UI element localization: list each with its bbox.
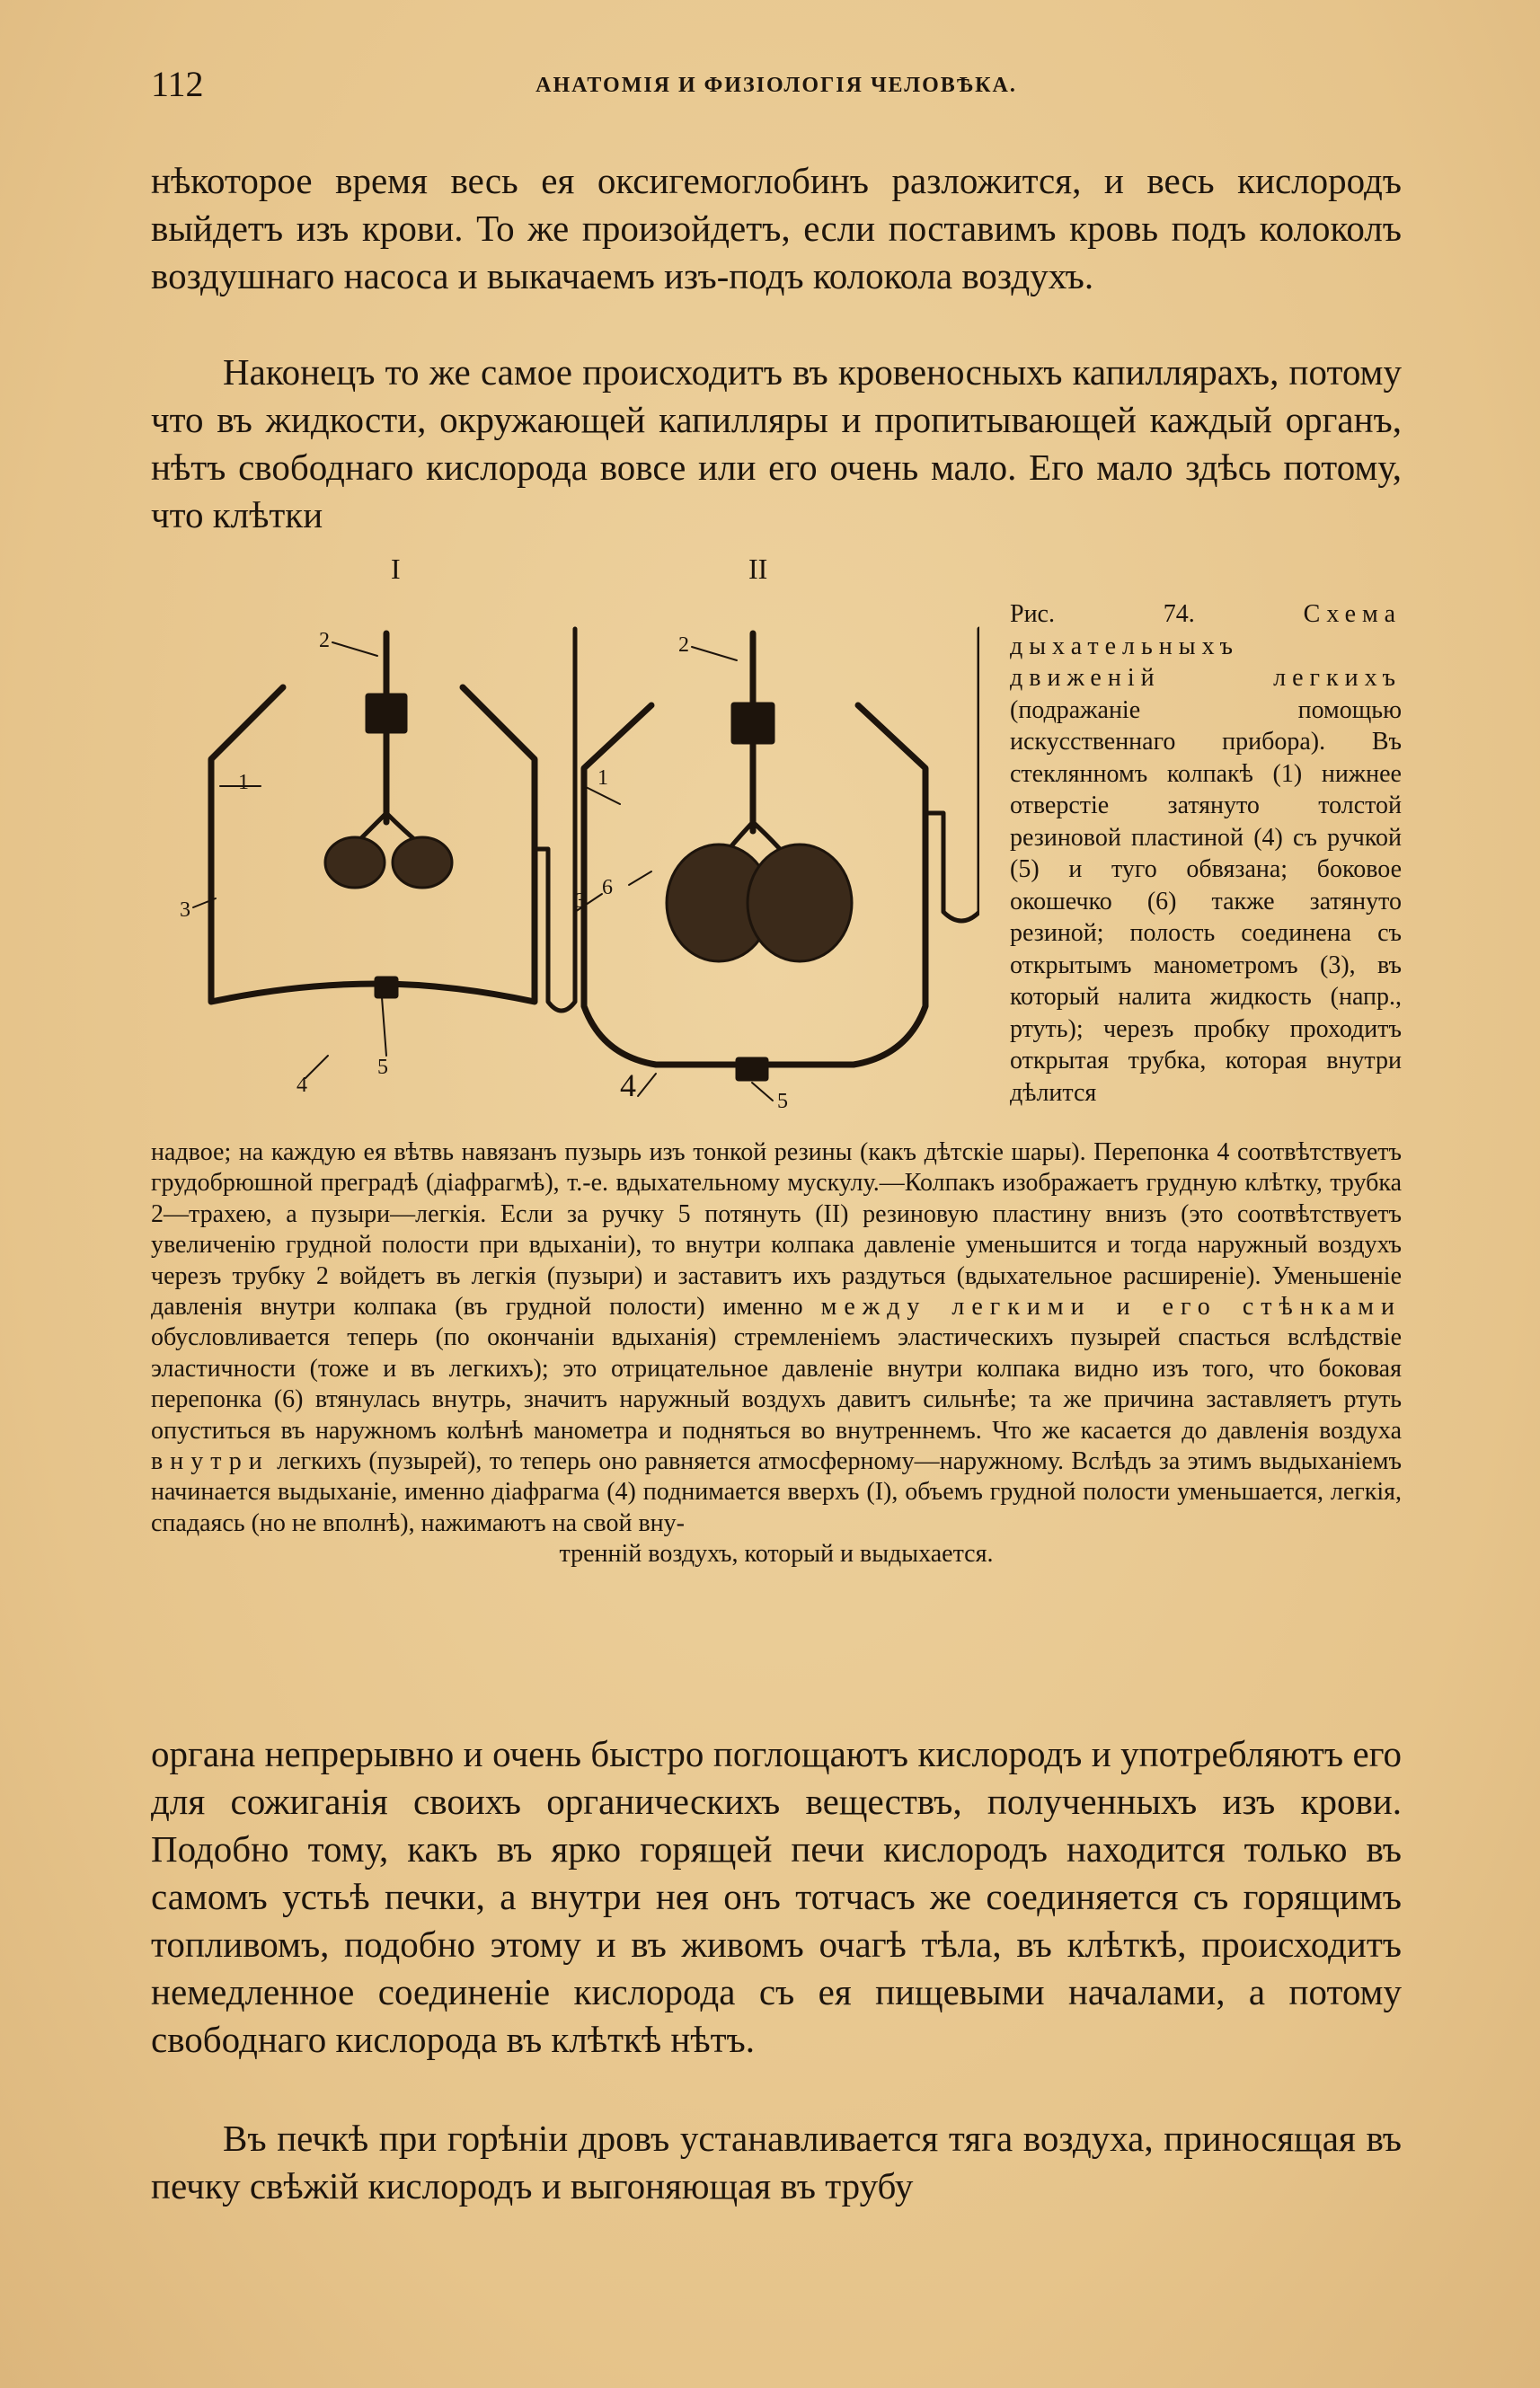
manometer-I bbox=[535, 629, 575, 1011]
callout-6-II: 6 bbox=[602, 876, 613, 899]
callout-4-II: 4 bbox=[620, 1067, 636, 1103]
caption-spaced-2: внутри bbox=[151, 1447, 270, 1476]
caption-side-text: (подражаніе помощью искусственнаго прибора). Въ стеклянномъ колпакѣ (1) нижнее отверстіе затянуто толстой резиновой пластиной (4) съ ручкой (5) и туго обвязана; боковое окошечко (6) также затянуто резиной; полость соединена съ открытымъ манометромъ (3), въ который налита жидкость (напр., ртуть); черезъ пробку проходитъ открытая трубка, которая внутри дѣлится bbox=[1010, 695, 1402, 1107]
callout-1-II: 1 bbox=[597, 766, 608, 790]
caption-lead: Рис. 74. bbox=[1010, 600, 1195, 628]
figure-74 bbox=[153, 553, 979, 1128]
figure-caption-side bbox=[1010, 598, 1402, 1109]
paragraph-2: Наконецъ то же самое происходитъ въ кровеносныхъ капиллярахъ, потому что въ жидкости, окружающей капилляры и пропитывающей каждый органъ, нѣтъ свободнаго кислорода вовсе или его очень мало. Его мало здѣсь потому, что клѣтки bbox=[151, 351, 1402, 535]
callout-4-I: 4 bbox=[296, 1074, 307, 1097]
figure-label-II: II bbox=[748, 553, 768, 585]
callout-5-I: 5 bbox=[377, 1056, 388, 1079]
balloon-left-I bbox=[325, 837, 385, 888]
callout-1-I: 1 bbox=[238, 771, 249, 794]
caption-text-a: надвое; на каждую ея вѣтвь навязанъ пузырь изъ тонкой резины (какъ дѣтскіе шары). Перепонка 4 соотвѣтствуетъ грудобрюшной преградѣ (діафрагмѣ), т.-е. вдыхательному мускулу.—Колпакъ изображаетъ грудную клѣтку, трубка 2—трахею, а пузыри—легкія. Если за ручку 5 потянуть (II) резиновую пластину внизъ (это соотвѣтствуетъ увеличенію грудной полости при вдыханіи), то внутри колпака давленіе уменьшится и тогда наружный воздухъ черезъ трубку 2 войдетъ въ легкія (пузыри) и заставитъ ихъ раздуться (вдыхательное расширеніе). Уменьшеніе давленія внутри колпака (въ грудной полости) именно bbox=[151, 1138, 1402, 1322]
paragraph-3: органа непрерывно и очень быстро поглощаютъ кислородъ и употребляютъ его для сожиганія своихъ органическихъ веществъ, полученныхъ изъ крови. Подобно тому, какъ въ ярко горящей печи кислородъ находится только въ самомъ устьѣ печки, а внутри нея онъ тотчасъ же соединяется съ горящимъ топливомъ, подобно этому и въ живомъ очагѣ тѣла, въ клѣткѣ, происходитъ немедленное соединеніе кислорода съ ея пищевыми началами, а потому свободнаго кислорода въ клѣткѣ нѣтъ. bbox=[151, 1733, 1402, 2060]
caption-text-c: легкихъ (пузырей), то теперь оно равняется атмосферному—наружному. Вслѣдъ за этимъ выдыханіемъ начинается выдыханіе, именно діафрагма (4) поднимается вверхъ (I), объемъ грудной полости уменьшается, легкія, спадаясь (но не вполнѣ), нажимаютъ на свой вну- bbox=[151, 1447, 1403, 1537]
paragraph-1: нѣкоторое время весь ея оксигемоглобинъ разложится, и весь кислородъ выйдетъ изъ крови. То же произойдетъ, если поставимъ кровь подъ колоколъ воздушнаго насоса и выкачаемъ изъ-подъ колокола воздухъ. bbox=[151, 160, 1402, 296]
callout-3b-I: 3 bbox=[180, 898, 190, 922]
caption-last-line: тренній воздухъ, который и выдыхается. bbox=[559, 1540, 994, 1569]
callout-2-II: 2 bbox=[678, 633, 689, 657]
manometer-II bbox=[925, 629, 979, 921]
figure-label-I: I bbox=[391, 553, 401, 585]
callout-2-I: 2 bbox=[319, 629, 330, 652]
callout-3-I: 3 bbox=[575, 889, 586, 913]
page-header bbox=[151, 63, 1402, 108]
caption-text-b: обусловливается теперь (по окончаніи вдыханія) стремленіемъ эластическихъ пузырей спасться вслѣдствіе эластичности (тоже и въ легкихъ); это отрицательное давленіе внутри колпака видно изъ того, что боковая перепонка (6) втянулась внутрь, значитъ наружный воздухъ давитъ сильнѣе; та же причина заставляетъ ртуть опуститься въ наружномъ колѣнѣ манометра и подняться во внутреннемъ. Что же касается до давленія воздуха bbox=[151, 1323, 1402, 1445]
page-number: 112 bbox=[151, 64, 204, 104]
running-title: АНАТОМІЯ И ФИЗІОЛОГІЯ ЧЕЛОВѢКА. bbox=[535, 74, 1017, 97]
balloon-right-II bbox=[748, 845, 852, 961]
callout-5-II: 5 bbox=[777, 1090, 788, 1113]
respiration-apparatus-diagram bbox=[153, 553, 979, 1128]
caption-title: Схема дыхательныхъ движеній легкихъ bbox=[1010, 600, 1403, 692]
figure-caption-full bbox=[151, 1137, 1402, 1570]
paragraph-4: Въ печкѣ при горѣніи дровъ устанавливается тяга воздуха, приносящая въ печку свѣжій кислородъ и выгоняющая въ трубу bbox=[151, 2118, 1402, 2207]
caption-spaced-1: между легкими и его стѣнками bbox=[820, 1293, 1403, 1322]
balloon-right-I bbox=[393, 837, 452, 888]
